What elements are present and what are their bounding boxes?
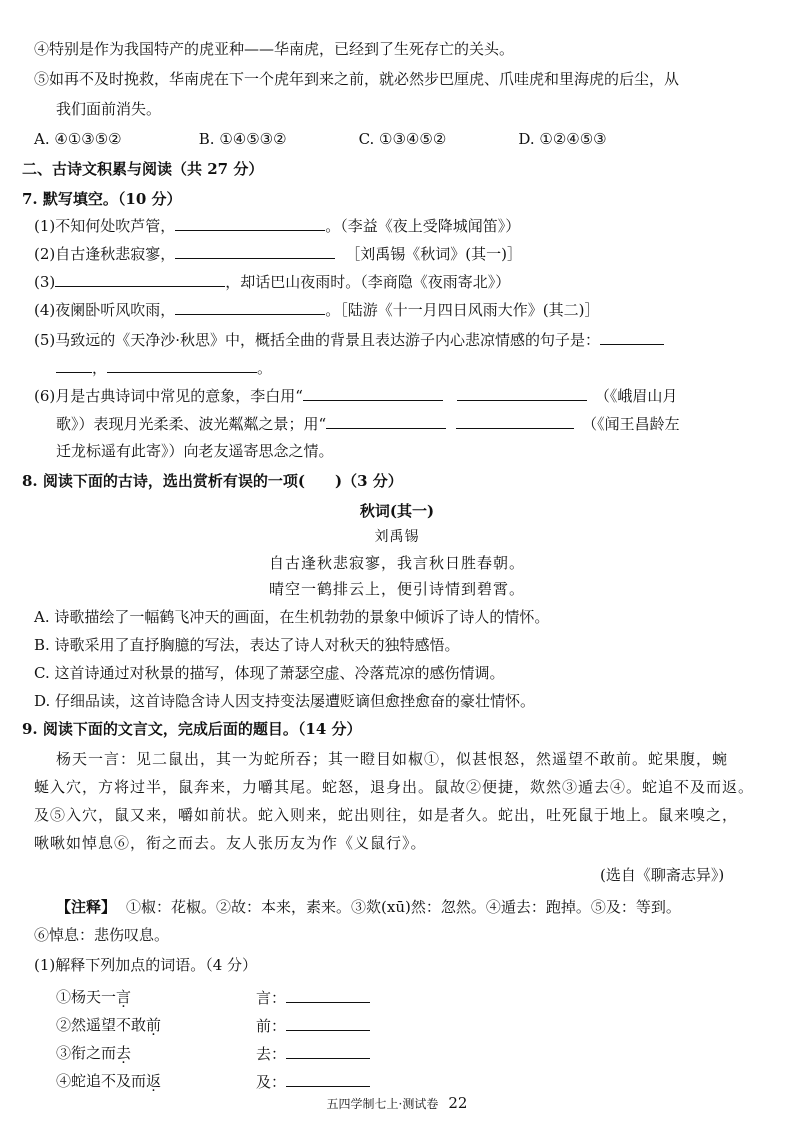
- notes-label: 【注释】: [56, 898, 117, 916]
- q7-item-2-prompt: (2)自古逢秋悲寂寥，: [34, 245, 176, 263]
- poem-line-2: 晴空一鹤排云上，便引诗情到碧霄。: [268, 580, 525, 598]
- q7-item-2-blank[interactable]: [175, 242, 335, 259]
- vocab-item-1: [56, 986, 131, 1008]
- q7-item-5-separator: ，: [92, 359, 108, 377]
- q7-item-5-blank-2[interactable]: [107, 356, 257, 373]
- q9-sub1-title: (1)解释下列加点的词语。（4 分）: [34, 956, 258, 974]
- q6-option-c[interactable]: C. ①③④⑤②: [358, 130, 447, 148]
- notes-content-1: ①椒：花椒。②故：本来，素来。③欻(xū)然：忽然。④遁去：跑掉。⑤及：等到。: [126, 898, 681, 916]
- q7-item-3: [34, 270, 510, 293]
- vocab-4-dotted-word: 返: [146, 1072, 162, 1090]
- q7-item-1-blank[interactable]: [175, 214, 325, 231]
- vocab-1-label: 言：: [256, 989, 287, 1007]
- poem-author: 刘禹锡: [374, 529, 420, 545]
- poem-line-1: 自古逢秋悲寂寥，我言秋日胜春朝。: [268, 554, 525, 572]
- notes-line-2: ⑥悼息：悲伤叹息。: [34, 926, 170, 944]
- vocab-3-dotted-word: 去: [116, 1044, 132, 1062]
- q7-item-6c: 迁龙标遥有此寄》）向老友遥寄思念之情。: [56, 442, 334, 460]
- q7-item-2: [34, 242, 522, 265]
- q7-item-4-source: 。［陆游《十一月四日风雨大作》(其二)］: [325, 301, 600, 319]
- vocab-2-label: 前：: [256, 1017, 287, 1035]
- q6-option-b[interactable]: B. ①④⑤③②: [198, 130, 287, 148]
- vocab-item-3: [56, 1042, 131, 1064]
- q8-option-b[interactable]: B. 诗歌采用了直抒胸臆的写法，表达了诗人对秋天的独特感悟。: [34, 636, 460, 654]
- q7-item-5-end: 。: [257, 359, 273, 377]
- poem-title: 秋词(其一): [359, 502, 435, 520]
- vocab-3-phrase: ③衔之而: [56, 1044, 117, 1062]
- vocab-1-blank[interactable]: [286, 986, 370, 1003]
- q7-item-6b-prompt: 歌》）表现月光柔柔、波光粼粼之景；用“: [56, 415, 327, 433]
- q7-title: 7. 默写填空。（10 分）: [22, 190, 182, 208]
- q7-item-5-blank-1-cont[interactable]: [56, 356, 92, 373]
- classical-text-line-2: 蜒入穴，方将过半，鼠奔来，力嚼其尾。蛇怒，退身出。鼠故②便捷，欻然③遁去④。蛇追不及而返。: [34, 778, 755, 796]
- footer-series: 五四学制七上·测试卷: [326, 1097, 439, 1111]
- classical-text-line-3: 及⑤入穴，鼠又来，嚼如前状。蛇入则来，蛇出则往，如是者久。蛇出，吐死鼠于地上。鼠来嗅之，: [34, 806, 739, 824]
- q7-item-1-prompt: (1)不知何处吹芦管，: [34, 217, 176, 235]
- vocab-4-blank[interactable]: [286, 1070, 370, 1087]
- vocab-1-dotted-word: 言: [116, 988, 132, 1006]
- q8-title: 8. 阅读下面的古诗，选出赏析有误的一项( )（3 分）: [22, 472, 403, 490]
- q6-option-d[interactable]: D. ①②④⑤③: [518, 130, 607, 148]
- passage-sentence-5b: 我们面前消失。: [56, 100, 162, 118]
- passage-sentence-4: ④特别是作为我国特产的虎亚种——华南虎，已经到了生死存亡的关头。: [34, 40, 515, 58]
- vocab-4-phrase: ④蛇追不及而: [56, 1072, 147, 1090]
- q7-item-6b: [56, 412, 680, 435]
- classical-text-line-4: 啾啾如悼息⑥，衔之而去。友人张历友为作《义鼠行》。: [34, 834, 427, 852]
- vocab-3-label: 去：: [256, 1045, 287, 1063]
- q7-item-6a-source: （《峨眉山月: [594, 387, 678, 405]
- q7-item-6b-source: （《闻王昌龄左: [582, 415, 680, 433]
- q7-item-6-blank-3[interactable]: [326, 412, 446, 429]
- q7-item-3-blank[interactable]: [55, 270, 225, 287]
- vocab-4-label: 及：: [256, 1073, 287, 1091]
- q7-item-3-prompt: (3): [34, 273, 56, 291]
- q7-item-5-blank-1[interactable]: [600, 328, 664, 345]
- vocab-1-phrase: ①杨天一: [56, 988, 117, 1006]
- q8-option-c[interactable]: C. 这首诗通过对秋景的描写，体现了萧瑟空虚、冷落荒凉的感伤情调。: [34, 664, 505, 682]
- q6-options: [34, 128, 607, 150]
- q7-item-2-source: ［刘禹锡《秋词》(其一)］: [345, 245, 522, 263]
- vocab-3-blank[interactable]: [286, 1042, 370, 1059]
- q7-item-6-blank-2[interactable]: [457, 384, 587, 401]
- passage-sentence-5a: ⑤如再不及时挽救，华南虎在下一个虎年到来之前，就必然步巴厘虎、爪哇虎和里海虎的后尘，从: [34, 70, 680, 88]
- q7-item-1-source: 。（李益《夜上受降城闻笛》）: [325, 217, 521, 235]
- q7-item-5b: [56, 356, 272, 379]
- vocab-answer-3: [256, 1042, 370, 1065]
- q7-item-5a: [34, 328, 664, 351]
- page-number: 22: [448, 1094, 468, 1112]
- vocab-item-2: [56, 1014, 161, 1036]
- vocab-answer-2: [256, 1014, 370, 1037]
- q8-option-d[interactable]: D. 仔细品读，这首诗隐含诗人因支持变法屡遭贬谪但愈挫愈奋的豪壮情怀。: [34, 692, 536, 710]
- q7-item-6-blank-4[interactable]: [456, 412, 574, 429]
- page-footer: [0, 1094, 794, 1112]
- vocab-answer-1: [256, 986, 370, 1009]
- q9-title: 9. 阅读下面的文言文，完成后面的题目。（14 分）: [22, 720, 362, 738]
- q7-item-1: [34, 214, 520, 237]
- q7-item-5-prompt: (5)马致远的《天净沙·秋思》中，概括全曲的背景且表达游子内心悲凉情感的句子是：: [34, 331, 601, 349]
- q7-item-4: [34, 298, 599, 321]
- vocab-answer-4: [256, 1070, 370, 1093]
- vocab-2-dotted-word: 前: [146, 1016, 162, 1034]
- q7-item-6a: [34, 384, 677, 407]
- q6-option-a[interactable]: A. ④①③⑤②: [34, 130, 122, 148]
- q7-item-6-blank-1[interactable]: [303, 384, 443, 401]
- classical-text-line-1: 杨天一言：见二鼠出，其一为蛇所吞；其一瞪目如椒①，似甚恨怒，然遥望不敢前。蛇果腹，蜿: [56, 750, 729, 768]
- q7-item-6a-prompt: (6)月是古典诗词中常见的意象，李白用“: [34, 387, 303, 405]
- notes-line-1: [56, 896, 681, 918]
- section-2-title: 二、古诗文积累与阅读（共 27 分）: [22, 160, 264, 178]
- q7-item-4-prompt: (4)夜阑卧听风吹雨，: [34, 301, 176, 319]
- q8-option-a[interactable]: A. 诗歌描绘了一幅鹤飞冲天的画面，在生机勃勃的景象中倾诉了诗人的情怀。: [34, 608, 550, 626]
- text-source: (选自《聊斋志异》): [600, 866, 725, 884]
- q7-item-4-blank[interactable]: [175, 298, 325, 315]
- vocab-2-phrase: ②然遥望不敢: [56, 1016, 147, 1034]
- q7-item-3-source: ，却话巴山夜雨时。（李商隐《夜雨寄北》）: [225, 273, 511, 291]
- vocab-2-blank[interactable]: [286, 1014, 370, 1031]
- vocab-item-4: [56, 1070, 161, 1092]
